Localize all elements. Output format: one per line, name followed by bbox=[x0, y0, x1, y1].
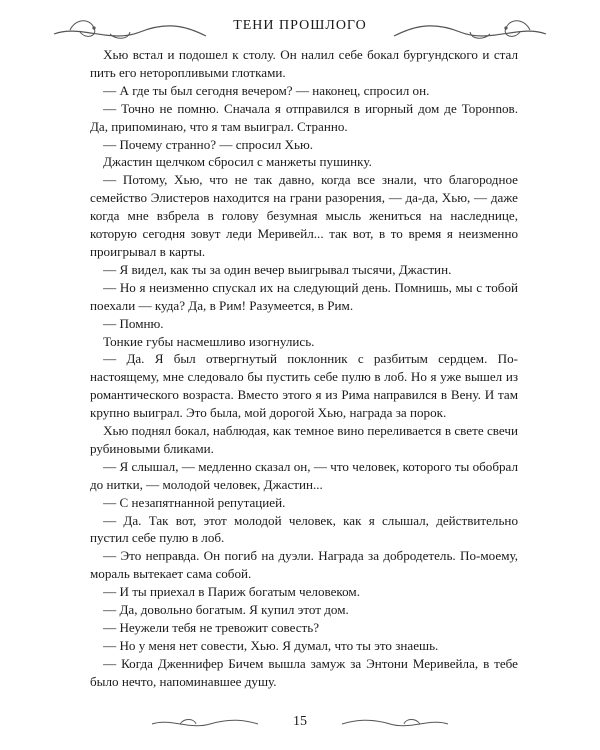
paragraph: — Да, довольно богатым. Я купил этот дом. bbox=[103, 602, 349, 618]
paragraph: — А где ты был сегодня вечером? — наконец, спросил он. bbox=[103, 82, 430, 98]
page-header-title: ТЕНИ ПРОШЛОГО bbox=[233, 18, 367, 33]
page-number: 15 bbox=[293, 714, 307, 729]
paragraph: — Но у меня нет совести, Хью. Я думал, что ты это знаешь. bbox=[103, 637, 439, 653]
paragraph: Хью поднял бокал, наблюдая, как темное вино переливается в свете свечи рубиновыми бликами. bbox=[90, 423, 518, 456]
paragraph: — Точно не помню. Сначала я отправился в игорный дом де Торонnов. Да, припоминаю, что я там выиграл. Странно. bbox=[90, 100, 518, 134]
body-text bbox=[90, 46, 518, 691]
paragraph: — Почему странно? — спросил Хью. bbox=[103, 136, 314, 152]
paragraph: Тонкие губы насмешливо изогнулись. bbox=[103, 333, 315, 349]
paragraph: — Да. Так вот, этот молодой человек, как я слышал, действительно пустил себе пулю в лоб. bbox=[90, 512, 518, 546]
paragraph: — Помню. bbox=[103, 315, 164, 331]
paragraph: — Да. Я был отвергнутый поклонник с разбитым сердцем. По-настоящему, мне следовало бы пустить себе пулю в лоб. Но я уже вышел из романтического возраста. Вместо этого я из Рима направился в Вену. И там крупно выиграл. Это была, мой дорогой Хью, награда за порок. bbox=[90, 351, 518, 421]
paragraph: — И ты приехал в Париж богатым человеком. bbox=[103, 584, 360, 600]
paragraph: — Неужели тебя не тревожит совесть? bbox=[103, 620, 320, 635]
paragraph: Хью встал и подошел к столу. Он налил себе бокал бургундского и стал пить его неторопливыми глотками. bbox=[90, 47, 518, 80]
right-flourish-ornament bbox=[390, 10, 550, 46]
paragraph: — Когда Дженнифер Бичем вышла замуж за Энтони Меривейла, в тебе было нечто, напоминавшее душу. bbox=[90, 655, 518, 689]
paragraph: — Потому, Хью, что не так давно, когда все знали, что благородное семейство Элистеров находится на грани разорения, — да-да, Хью, — даже когда мне взбрела в голову безумная мысль жениться на наследнице, которую сегодня зовут леди Меривейл... так вот, в то время я неизменно проигрывал в карты. bbox=[90, 172, 518, 259]
running-header bbox=[50, 10, 550, 46]
paragraph: — Я слышал, — медленно сказал он, — что человек, которого ты обобрал до нитки, — молодой человек, Джастин... bbox=[90, 458, 518, 492]
paragraph: — Это неправда. Он погиб на дуэли. Награда за добродетель. По-моему, мораль вытекает сама собой. bbox=[90, 548, 518, 582]
page-footer bbox=[150, 710, 450, 738]
paragraph: Джастин щелчком сбросил с манжеты пушинку. bbox=[103, 154, 372, 170]
right-footer-ornament bbox=[340, 716, 450, 732]
paragraph: — Но я неизменно спускал их на следующий день. Помнишь, мы с тобой поехали — куда? Да, в Рим! Разумеется, в Рим. bbox=[90, 279, 518, 313]
paragraph: — С незапятнанной репутацией. bbox=[103, 494, 286, 510]
paragraph: — Я видел, как ты за один вечер выигрывал тысячи, Джастин. bbox=[103, 261, 452, 277]
